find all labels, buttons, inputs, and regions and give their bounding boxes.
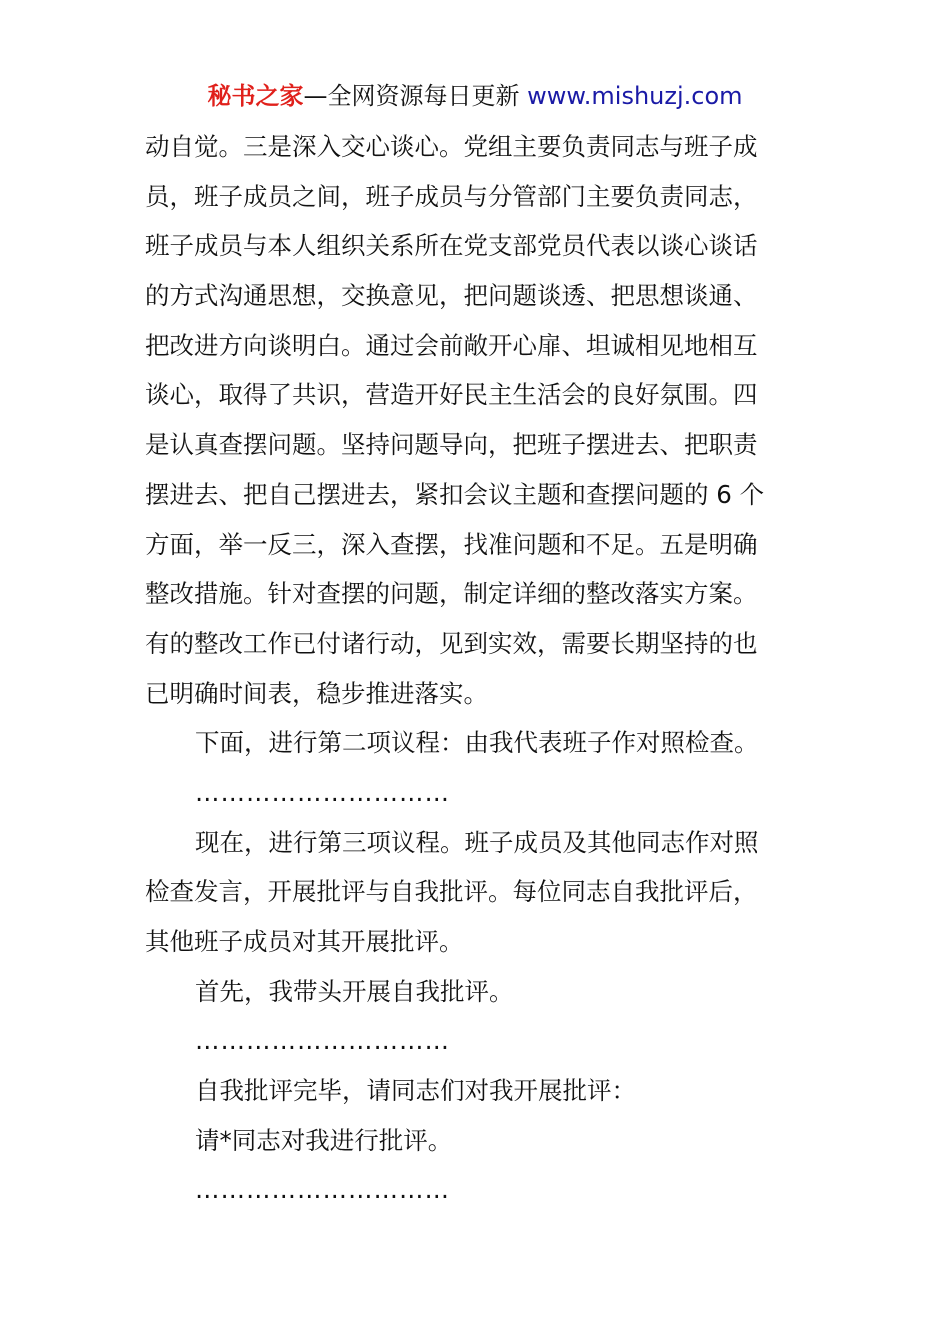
body-line: 方面，举一反三，深入查摆，找准问题和不足。五是明确 <box>145 529 758 559</box>
body-line: 谈心，取得了共识，营造开好民主生活会的良好氛围。四 <box>145 380 758 410</box>
body-line: 是认真查摆问题。坚持问题导向，把班子摆进去、把职责 <box>145 430 758 460</box>
page-header <box>0 80 950 112</box>
body-line: 员，班子成员之间，班子成员与分管部门主要负责同志， <box>145 181 758 211</box>
body-line: 摆进去、把自己摆进去，紧扣会议主题和查摆问题的 6 个 <box>145 479 765 509</box>
body-line: 动自觉。三是深入交心谈心。党组主要负责同志与班子成 <box>145 132 758 161</box>
criticism-invite: 请*同志对我进行批评。 <box>195 1125 453 1155</box>
site-brand: 秘书之家 <box>207 82 304 110</box>
body-line: 有的整改工作已付诸行动，见到实效，需要长期坚持的也 <box>145 628 758 658</box>
agenda-item-two: 下面，进行第二项议程：由我代表班子作对照检查。 <box>195 728 759 758</box>
site-url-link[interactable]: www.mishuzj.com <box>527 82 743 110</box>
body-line: 整改措施。针对查摆的问题，制定详细的整改落实方案。 <box>145 579 758 609</box>
body-line: 把改进方向谈明白。通过会前敞开心扉、坦诚相见地相互 <box>145 330 758 360</box>
agenda-item-three: 现在，进行第三项议程。班子成员及其他同志作对照 <box>195 827 759 857</box>
ellipsis-line: ………………………… <box>195 777 450 807</box>
self-criticism-intro: 首先，我带头开展自我批评。 <box>195 976 514 1006</box>
ellipsis-line: ………………………… <box>195 1026 450 1056</box>
body-line: 已明确时间表，稳步推进落实。 <box>145 678 488 708</box>
ellipsis-line: ………………………… <box>195 1175 450 1205</box>
body-line: 班子成员与本人组织关系所在党支部党员代表以谈心谈话 <box>145 231 758 261</box>
site-tagline: —全网资源每日更新 <box>303 82 528 110</box>
body-line: 的方式沟通思想，交换意见，把问题谈透、把思想谈通、 <box>145 281 758 311</box>
body-line: 检查发言，开展批评与自我批评。每位同志自我批评后， <box>145 877 758 907</box>
body-line: 其他班子成员对其开展批评。 <box>145 927 464 956</box>
criticism-request: 自我批评完毕，请同志们对我开展批评： <box>195 1076 636 1106</box>
document-body <box>145 122 807 1215</box>
